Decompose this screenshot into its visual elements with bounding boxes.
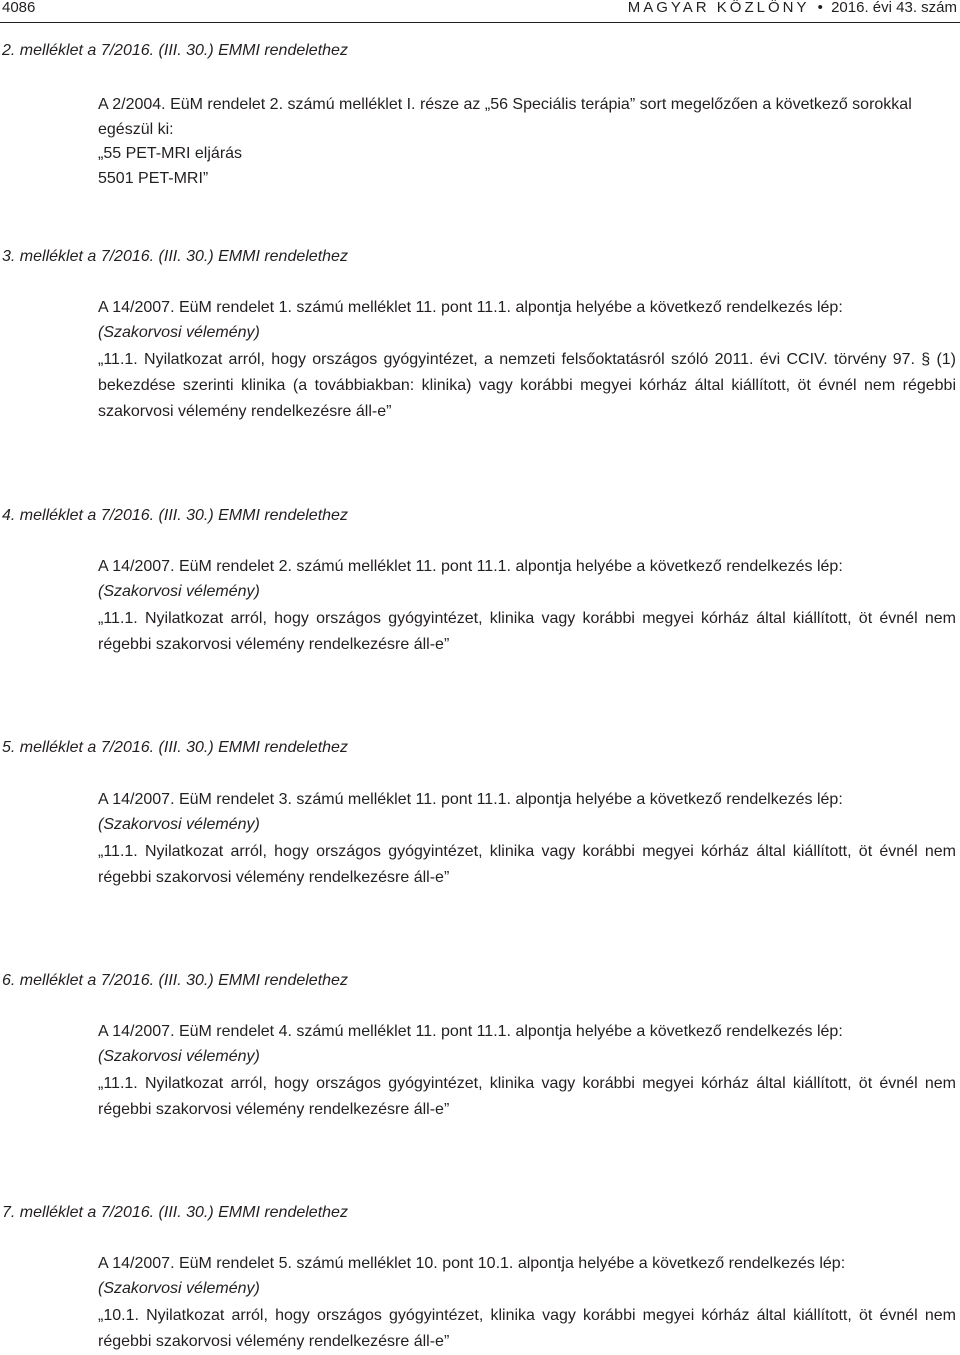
annex-4-intro: A 14/2007. EüM rendelet 2. számú melléklet 11. pont 11.1. alpontja helyébe a következő rendelkezés lép:	[98, 558, 843, 575]
annex-6-subhead: (Szakorvosi vélemény)	[98, 1048, 260, 1065]
annex-5-subhead: (Szakorvosi vélemény)	[98, 816, 260, 833]
annex-6-heading: 6. melléklet a 7/2016. (III. 30.) EMMI rendelethez	[2, 972, 348, 989]
annex-7-heading: 7. melléklet a 7/2016. (III. 30.) EMMI rendelethez	[2, 1204, 348, 1221]
annex-7-text: „10.1. Nyilatkozat arról, hogy országos gyógyintézet, klinika vagy korábbi megyei kórház által kiállított, öt évnél nem régebbi szakorvosi vélemény rendelkezésre áll-e”	[98, 1307, 956, 1350]
annex-3-subhead: (Szakorvosi vélemény)	[98, 324, 260, 341]
annex-5-text: „11.1. Nyilatkozat arról, hogy országos gyógyintézet, klinika vagy korábbi megyei kórház által kiállított, öt évnél nem régebbi szakorvosi vélemény rendelkezésre áll-e”	[98, 843, 956, 886]
annex-6-text: „11.1. Nyilatkozat arról, hogy országos gyógyintézet, klinika vagy korábbi megyei kórház által kiállított, öt évnél nem régebbi szakorvosi vélemény rendelkezésre áll-e”	[98, 1075, 956, 1118]
annex-5-intro: A 14/2007. EüM rendelet 3. számú melléklet 11. pont 11.1. alpontja helyébe a következő rendelkezés lép:	[98, 791, 843, 808]
issue-number: 2016. évi 43. szám	[831, 0, 957, 16]
annex-4-heading: 4. melléklet a 7/2016. (III. 30.) EMMI rendelethez	[2, 507, 348, 524]
annex-4-subhead: (Szakorvosi vélemény)	[98, 583, 260, 600]
page-number: 4086	[2, 0, 36, 16]
journal-name: MAGYAR KÖZLÖNY	[627, 0, 810, 16]
annex-5-heading: 5. melléklet a 7/2016. (III. 30.) EMMI rendelethez	[2, 739, 348, 756]
annex-2-line-1: „55 PET-MRI eljárás	[98, 145, 243, 162]
annex-2-intro: A 2/2004. EüM rendelet 2. számú melléklet I. része az „56 Speciális terápia” sort megelőzően a következő sorokkal egészül ki:	[98, 96, 912, 138]
running-title	[628, 0, 957, 16]
annex-7-subhead: (Szakorvosi vélemény)	[98, 1280, 260, 1297]
annex-4-text: „11.1. Nyilatkozat arról, hogy országos gyógyintézet, klinika vagy korábbi megyei kórház által kiállított, öt évnél nem régebbi szakorvosi vélemény rendelkezésre áll-e”	[98, 610, 956, 653]
annex-2-line-2: 5501 PET-MRI”	[98, 170, 209, 187]
annex-3-intro: A 14/2007. EüM rendelet 1. számú melléklet 11. pont 11.1. alpontja helyébe a következő rendelkezés lép:	[98, 299, 843, 316]
header-bullet: •	[817, 0, 823, 16]
header-divider	[0, 22, 960, 23]
annex-3-heading: 3. melléklet a 7/2016. (III. 30.) EMMI rendelethez	[2, 248, 348, 265]
annex-7-intro: A 14/2007. EüM rendelet 5. számú melléklet 10. pont 10.1. alpontja helyébe a következő rendelkezés lép:	[98, 1255, 846, 1272]
annex-3-text: „11.1. Nyilatkozat arról, hogy országos gyógyintézet, a nemzeti felsőoktatásról szóló 2011. évi CCIV. törvény 97. § (1) bekezdése szerinti klinika (a továbbiakban: klinika) vagy korábbi megyei kórház által kiállított, öt évnél nem régebbi szakorvosi vélemény rendelkezésre áll-e”	[98, 351, 956, 420]
running-header	[0, 0, 960, 22]
annex-6-intro: A 14/2007. EüM rendelet 4. számú melléklet 11. pont 11.1. alpontja helyébe a következő rendelkezés lép:	[98, 1023, 843, 1040]
annex-2-heading: 2. melléklet a 7/2016. (III. 30.) EMMI rendelethez	[2, 42, 348, 59]
